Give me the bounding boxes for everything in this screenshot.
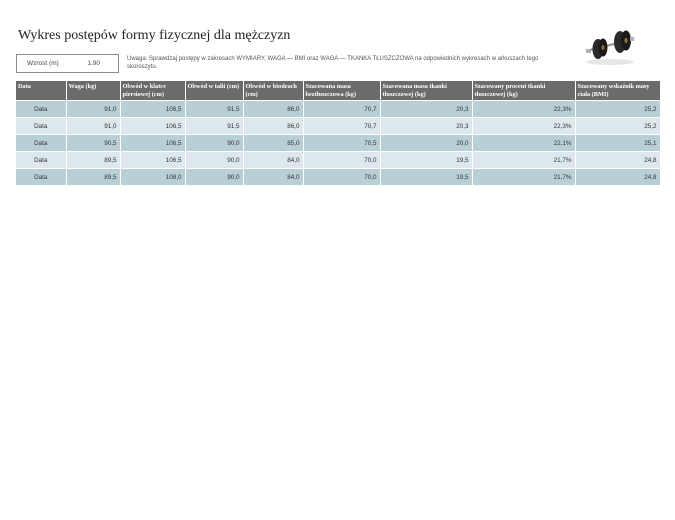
cell-bmi[interactable]: 24,8 — [575, 169, 660, 186]
note-text: Uwaga: Sprawdzaj postępy w zakresach WYMIARY, WAGA — BMI oraz WAGA — TKANKA TŁUSZCZOWA na odpowiednich wykresach w arkuszach tego skoroszytu. — [127, 56, 539, 70]
cell-chest[interactable]: 106,5 — [120, 152, 185, 169]
header-fat-percent[interactable]: Szacowany procent tkanki tłuszczowej (kg) — [472, 81, 575, 101]
cell-chest[interactable]: 108,0 — [120, 169, 185, 186]
cell-date[interactable]: Data — [16, 101, 66, 118]
cell-fat-mass[interactable]: 20,0 — [380, 135, 472, 152]
height-value[interactable]: 1,90 — [87, 60, 100, 67]
table-row — [16, 135, 660, 152]
cell-chest[interactable]: 106,5 — [120, 118, 185, 135]
dumbbell-icon — [578, 24, 642, 70]
cell-weight[interactable]: 91,0 — [66, 118, 120, 135]
header-row — [16, 81, 660, 101]
cell-weight[interactable]: 91,0 — [66, 101, 120, 118]
cell-bmi[interactable]: 25,2 — [575, 101, 660, 118]
height-label: Wzrost (m) — [27, 60, 59, 67]
header-fat-mass[interactable]: Szacowana masa tkanki tłuszczowej (kg) — [380, 81, 472, 101]
cell-lean-mass[interactable]: 70,5 — [303, 135, 380, 152]
cell-fat-percent[interactable]: 22,3% — [472, 101, 575, 118]
cell-fat-mass[interactable]: 20,3 — [380, 101, 472, 118]
cell-fat-mass[interactable]: 20,3 — [380, 118, 472, 135]
cell-weight[interactable]: 89,5 — [66, 152, 120, 169]
cell-bmi[interactable]: 25,2 — [575, 118, 660, 135]
cell-hips[interactable]: 84,0 — [243, 152, 303, 169]
cell-fat-mass[interactable]: 19,5 — [380, 152, 472, 169]
cell-waist[interactable]: 90,0 — [185, 169, 243, 186]
cell-hips[interactable]: 86,0 — [243, 118, 303, 135]
progress-table — [16, 81, 661, 185]
header-date[interactable]: Data — [16, 81, 66, 101]
cell-lean-mass[interactable]: 70,7 — [303, 101, 380, 118]
header-chest[interactable]: Obwód w klatce piersiowej (cm) — [120, 81, 185, 101]
header-lean-mass[interactable]: Szacowana masa beztłuszczowa (kg) — [303, 81, 380, 101]
cell-lean-mass[interactable]: 70,0 — [303, 169, 380, 186]
height-box — [16, 54, 119, 73]
cell-date[interactable]: Data — [16, 169, 66, 186]
cell-waist[interactable]: 91,5 — [185, 101, 243, 118]
cell-date[interactable]: Data — [16, 135, 66, 152]
table-row — [16, 152, 660, 169]
cell-waist[interactable]: 91,5 — [185, 118, 243, 135]
cell-weight[interactable]: 90,5 — [66, 135, 120, 152]
table-row — [16, 118, 660, 135]
cell-date[interactable]: Data — [16, 152, 66, 169]
cell-weight[interactable]: 89,5 — [66, 169, 120, 186]
cell-fat-mass[interactable]: 19,5 — [380, 169, 472, 186]
cell-bmi[interactable]: 24,8 — [575, 152, 660, 169]
cell-fat-percent[interactable]: 22,3% — [472, 118, 575, 135]
cell-chest[interactable]: 106,5 — [120, 101, 185, 118]
cell-bmi[interactable]: 25,1 — [575, 135, 660, 152]
cell-hips[interactable]: 85,0 — [243, 135, 303, 152]
header-weight[interactable]: Waga (kg) — [66, 81, 120, 101]
cell-waist[interactable]: 90,0 — [185, 152, 243, 169]
cell-fat-percent[interactable]: 22,1% — [472, 135, 575, 152]
cell-hips[interactable]: 84,0 — [243, 169, 303, 186]
cell-fat-percent[interactable]: 21,7% — [472, 152, 575, 169]
table-row — [16, 101, 660, 118]
table-row — [16, 169, 660, 186]
page-title: Wykres postępów formy fizycznej dla mężczyzn — [18, 28, 291, 43]
cell-fat-percent[interactable]: 21,7% — [472, 169, 575, 186]
cell-waist[interactable]: 90,0 — [185, 135, 243, 152]
header-hips[interactable]: Obwód w biodrach (cm) — [243, 81, 303, 101]
cell-lean-mass[interactable]: 70,7 — [303, 118, 380, 135]
cell-hips[interactable]: 86,0 — [243, 101, 303, 118]
cell-lean-mass[interactable]: 70,0 — [303, 152, 380, 169]
cell-chest[interactable]: 106,5 — [120, 135, 185, 152]
header-waist[interactable]: Obwód w talii (cm) — [185, 81, 243, 101]
cell-date[interactable]: Data — [16, 118, 66, 135]
header-bmi[interactable]: Szacowany wskaźnik masy ciała (BMI) — [575, 81, 660, 101]
